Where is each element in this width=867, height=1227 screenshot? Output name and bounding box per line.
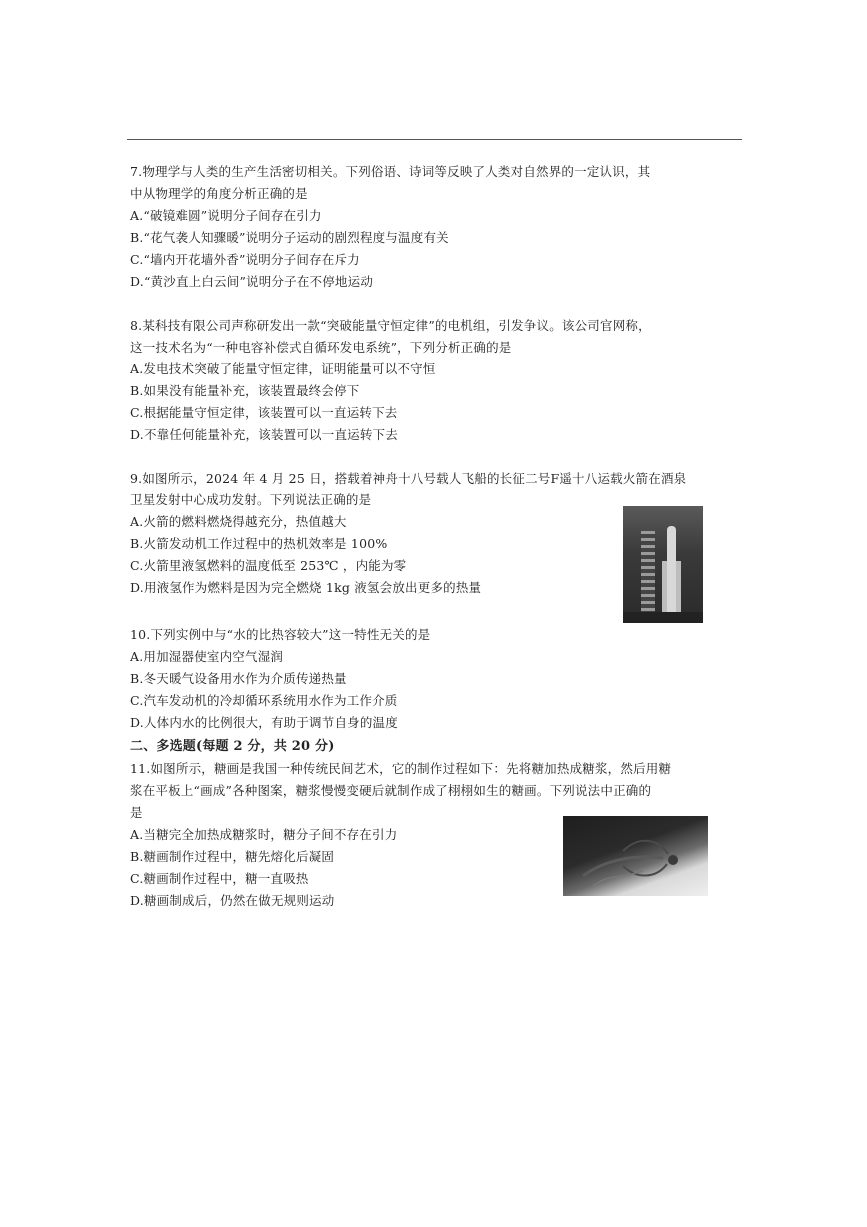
q8-option-d: D.不靠任何能量补充，该装置可以一直运转下去 xyxy=(130,427,398,442)
q10-option-d: D.人体内水的比例很大，有助于调节自身的温度 xyxy=(130,715,398,730)
q7-option-d: D.“黄沙直上白云间”说明分子在不停地运动 xyxy=(130,274,374,289)
q7-option-b: B.“花气袭人知骤暖”说明分子运动的剧烈程度与温度有关 xyxy=(130,230,449,245)
sugar-dragonfly-drawing xyxy=(563,816,708,896)
q7-stem-line-2: 中从物理学的角度分析正确的是 xyxy=(130,186,308,201)
rocket-booster-right xyxy=(676,561,681,616)
q11-option-a: A.当糖完全加热成糖浆时，糖分子间不存在引力 xyxy=(130,827,398,842)
q8-stem-line-1: 8.某科技有限公司声称研发出一款“突破能量守恒定律”的电机组，引发争议。该公司官网称， xyxy=(130,318,651,333)
launch-ground xyxy=(623,612,703,623)
q7-option-c: C.“墙内开花墙外香”说明分子间存在斥力 xyxy=(130,252,360,267)
header-rule xyxy=(127,139,742,140)
q11-stem-line-3: 是 xyxy=(130,805,143,820)
q9-option-d: D.用液氢作为燃料是因为完全燃烧 1kg 液氢会放出更多的热量 xyxy=(130,580,482,595)
section-title: 二、多选题(每题 2 分，共 20 分) xyxy=(130,739,335,754)
q9-option-a: A.火箭的燃料燃烧得越充分，热值越大 xyxy=(130,514,347,529)
q11-stem-line-1: 11.如图所示，糖画是我国一种传统民间艺术，它的制作过程如下：先将糖加热成糖浆，然后用糖 xyxy=(130,761,672,776)
q9-option-c: C.火箭里液氢燃料的温度低至 253℃ ，内能为零 xyxy=(130,558,407,573)
q8-option-b: B.如果没有能量补充，该装置最终会停下 xyxy=(130,383,360,398)
q11-stem-line-2: 浆在平板上“画成”各种图案，糖浆慢慢变硬后就制作成了栩栩如生的糖画。下列说法中正确的 xyxy=(130,783,652,798)
q10-stem: 10.下列实例中与“水的比热容较大”这一特性无关的是 xyxy=(130,627,431,642)
q8-option-a: A.发电技术突破了能量守恒定律，证明能量可以不守恒 xyxy=(130,361,436,376)
q11-option-d: D.糖画制成后，仍然在做无规则运动 xyxy=(130,893,335,908)
q9-stem-line-2: 卫星发射中心成功发射。下列说法正确的是 xyxy=(130,492,372,507)
q8-stem-line-2: 这一技术名为“一种电容补偿式自循环发电系统”，下列分析正确的是 xyxy=(130,340,512,355)
rocket-body xyxy=(667,526,676,616)
q10-option-a: A.用加湿器使室内空气湿润 xyxy=(130,649,284,664)
rocket-launch-photo xyxy=(623,506,703,623)
sugar-painting-photo xyxy=(563,816,708,896)
q9-stem-line-1: 9.如图所示，2024 年 4 月 25 日，搭载着神舟十八号载人飞船的长征二号F遥十八运载火箭在酒泉 xyxy=(130,471,687,486)
q7-stem-line-1: 7.物理学与人类的生产生活密切相关。下列俗语、诗词等反映了人类对自然界的一定认识，其 xyxy=(130,164,651,179)
q10-option-b: B.冬天暖气设备用水作为介质传递热量 xyxy=(130,671,347,686)
q11-option-c: C.糖画制作过程中，糖一直吸热 xyxy=(130,871,309,886)
q7-option-a: A.“破镜难圆”说明分子间存在引力 xyxy=(130,208,322,223)
q8-option-c: C.根据能量守恒定律，该装置可以一直运转下去 xyxy=(130,405,398,420)
q10-option-c: C.汽车发动机的冷却循环系统用水作为工作介质 xyxy=(130,693,398,708)
q11-option-b: B.糖画制作过程中，糖先熔化后凝固 xyxy=(130,849,335,864)
q9-option-b: B.火箭发动机工作过程中的热机效率是 100% xyxy=(130,536,388,551)
launch-tower xyxy=(641,531,655,616)
